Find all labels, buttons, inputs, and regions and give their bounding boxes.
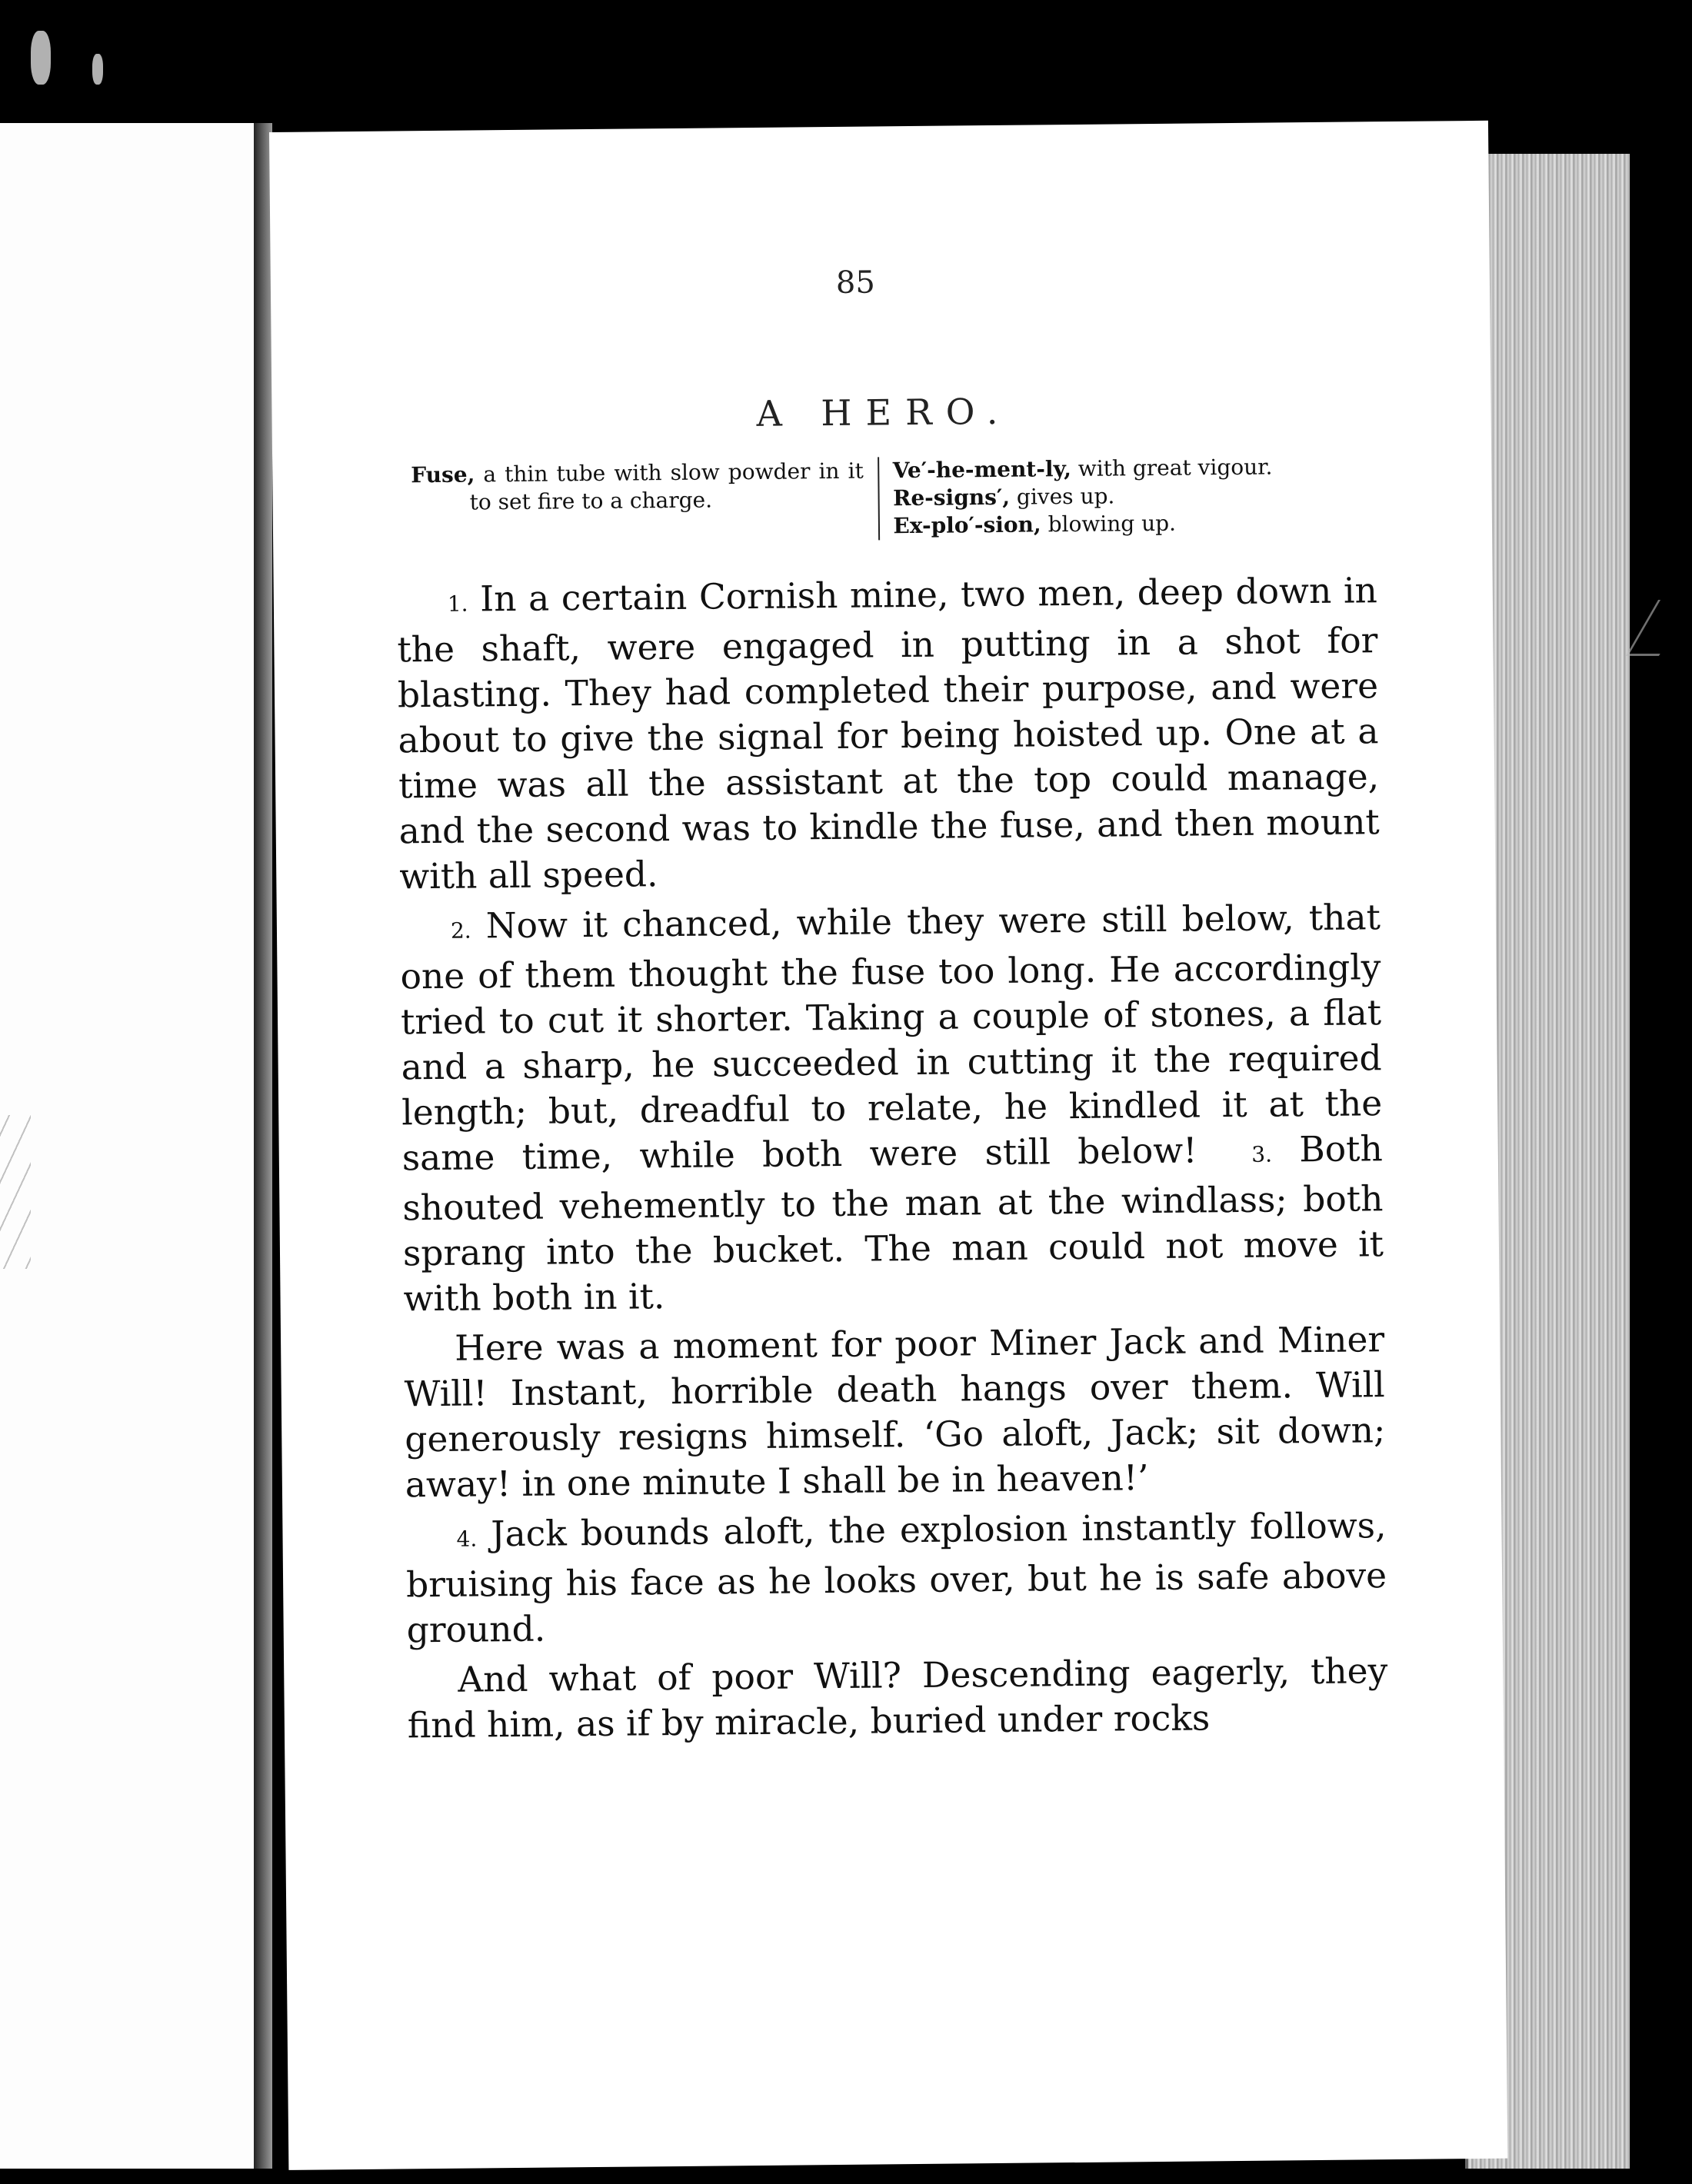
glossary-entry — [411, 458, 864, 518]
story-body — [397, 568, 1389, 1753]
glossary-definition: a thin tube with slow powder in it to set fire to a charge. — [469, 458, 864, 515]
paragraph-text: In a certain Cornish mine, two men, deep down in the shaft, were engaged in putting in a shot for blasting. They had completed their purpose, and were about to give the signal for being hoisted up. One at a time was all the assistant at the top could manage, and the second was to kindle the fuse, and then mount with all speed. — [397, 570, 1380, 897]
paragraph-number: 3. — [1251, 1141, 1273, 1167]
glossary-term: Ex-plo′-sion, — [893, 511, 1041, 539]
paragraph-number: 1. — [447, 591, 468, 617]
paragraph-4 — [405, 1503, 1387, 1653]
glossary-term: Ve′-he-ment-ly, — [892, 456, 1072, 484]
glossary-term: Fuse, — [411, 461, 475, 488]
paragraph-text: Now it chanced, while they were still below, that one of them thought the fuse too long. He accordingly tried to cut it shorter. Taking a couple of stones, a flat and a sharp, he succeeded in cutting it the required length; but, dreadful to relate, he kindled it at the same time, while both were still below! — [400, 897, 1383, 1179]
paragraph-text: And what of poor Will? Descending eagerly, they find him, as if by miracle, buried under rocks — [407, 1650, 1388, 1746]
paragraph-2 — [400, 894, 1384, 1321]
left-page — [0, 123, 258, 2169]
margin-mark — [1626, 600, 1691, 656]
paragraph-number: 2. — [450, 917, 471, 944]
paragraph-number: 4. — [456, 1526, 478, 1552]
glossary-entry — [893, 452, 1354, 484]
glossary-term: Re-signs′, — [892, 484, 1011, 511]
right-page — [269, 121, 1507, 2170]
glossary-definition: blowing up. — [1041, 510, 1177, 538]
glossary-entry — [893, 480, 1354, 512]
glossary-column-right — [879, 452, 1354, 540]
margin-pencil-marks — [0, 1115, 31, 1269]
paragraph-text: Both shouted vehemently to the man at the windlass; both sprang into the bucket. The man could not move it with both in it. — [402, 1128, 1384, 1320]
glossary-column-left — [411, 457, 880, 544]
glossary-definition: with great vigour. — [1071, 454, 1273, 482]
paragraph-1 — [397, 568, 1381, 899]
book-gutter — [254, 123, 272, 2169]
paragraph-5 — [407, 1648, 1388, 1748]
paragraph-text: Here was a moment for poor Miner Jack and Miner Will! Instant, horrible death hangs over them. Will generously resigns himself. ‘Go aloft, Jack; sit down; away! in one minute I shall be in heaven!’ — [404, 1319, 1386, 1506]
paragraph-3 — [404, 1317, 1386, 1507]
page-title: A HERO. — [756, 390, 1012, 434]
scan-artifact — [31, 31, 51, 85]
page-number: 85 — [835, 265, 876, 301]
paragraph-text: Jack bounds aloft, the explosion instantly follows, bruising his face as he looks over, but he is safe above ground. — [405, 1505, 1387, 1651]
scan-artifact — [92, 54, 103, 85]
glossary-entry — [893, 508, 1354, 540]
vocabulary-glossary — [411, 452, 1354, 544]
glossary-definition: gives up. — [1009, 483, 1115, 510]
